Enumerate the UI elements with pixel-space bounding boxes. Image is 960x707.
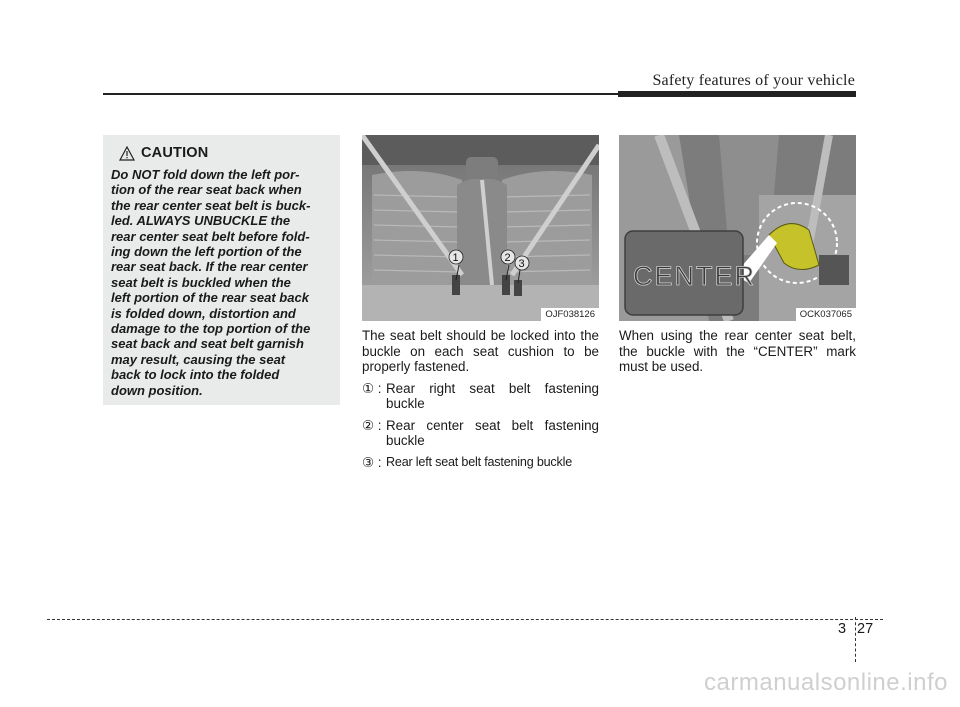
caution-line: is folded down, distortion and [111,305,296,321]
warning-triangle-icon [119,146,135,161]
callout-1: 1 [452,252,459,264]
callout-3: 3 [518,258,525,270]
caution-line: left portion of the rear seat back [111,290,309,306]
caution-box [103,135,340,405]
center-mark-label: CENTER [633,261,757,291]
rear-seat-buckles-figure [362,135,599,321]
watermark: carmanualsonline.info [704,669,948,696]
callout-2: 2 [504,252,511,264]
legend-item [362,381,599,412]
header-title: Safety features of your vehicle [652,72,855,89]
page-number: 27 [857,621,874,637]
figure-code: OCK037065 [796,308,856,321]
caution-line: rear center seat belt before fold- [111,228,310,244]
legend-item [362,455,599,471]
buckle-description [362,328,599,476]
caution-line: may result, causing the seat [111,351,286,367]
center-buckle-description [619,328,856,381]
caution-line: down position. [111,382,203,398]
center-buckle-figure [619,135,856,321]
caution-line: seat belt is buckled when the [111,274,291,290]
legend-number: ③ : [362,454,382,470]
figure-code: OJF038126 [541,308,599,321]
footer-rule [47,619,883,620]
caution-line: damage to the top portion of the [111,321,311,337]
legend-item [362,418,599,449]
legend-number: ① : [362,380,382,396]
caution-text [111,167,332,398]
legend-text: Rear left seat belt fastening buckle [386,454,573,469]
caution-line: tion of the rear seat back when [111,182,302,198]
caution-line: seat back and seat belt garnish [111,336,304,352]
center-buckle-illustration [619,135,856,321]
header-rule-thick [618,91,856,97]
caution-line: ing down the left portion of the [111,244,302,260]
legend-text: Rear right seat belt fastening buckle [386,380,599,411]
legend-number: ② : [362,417,382,433]
caution-line: the rear center seat belt is buck- [111,197,311,213]
caution-line: led. ALWAYS UNBUCKLE the [111,213,291,229]
caution-line: back to lock into the folded [111,367,280,383]
caution-line: rear seat back. If the rear center [111,259,308,275]
page-divider [855,617,856,662]
buckle-intro: The seat belt should be locked into the buckle on each seat cushion to be properly fastened. [362,328,599,374]
caution-title: CAUTION [141,145,209,161]
center-buckle-text: When using the rear center seat belt, the buckle with the “CENTER” mark must be used. [619,328,856,374]
legend-text: Rear center seat belt fastening buckle [386,417,599,448]
caution-line: Do NOT fold down the left por- [111,167,300,182]
caution-header [119,145,332,161]
rear-seat-illustration [362,135,599,321]
page-section: 3 [838,621,847,637]
